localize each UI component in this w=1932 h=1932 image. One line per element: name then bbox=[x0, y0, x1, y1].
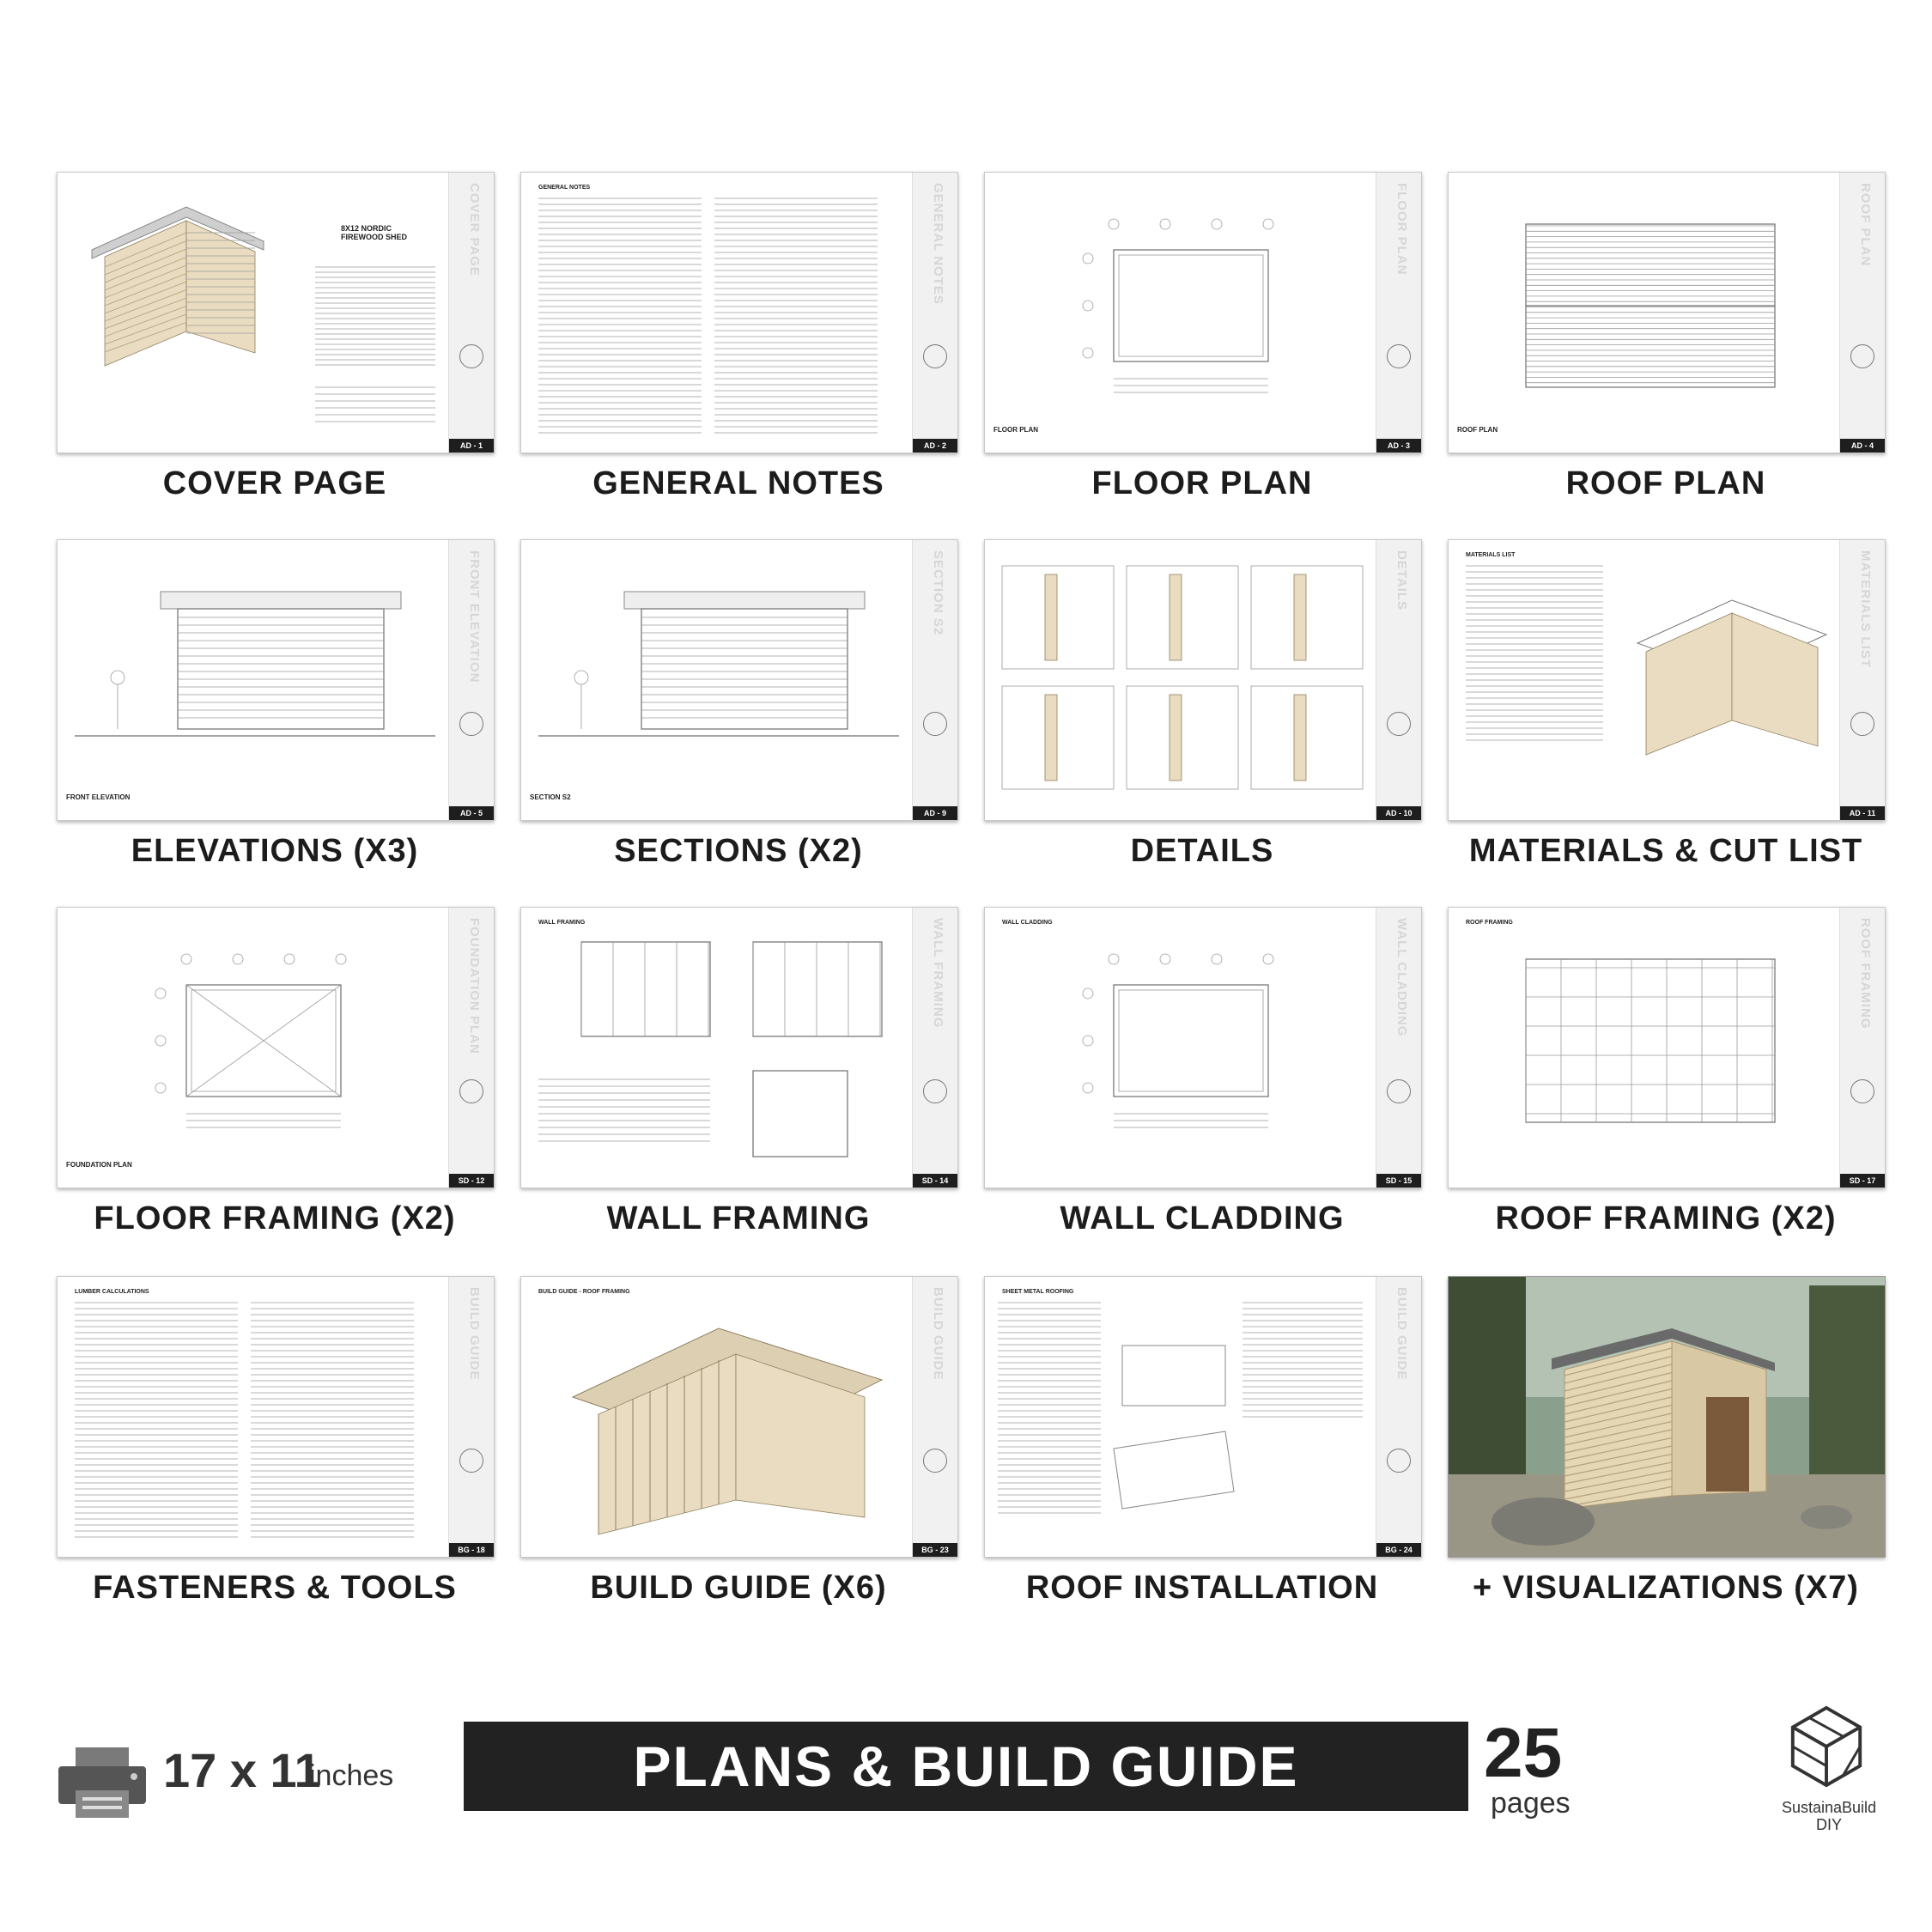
sheet-drawing bbox=[521, 540, 913, 820]
sheet-drawing-title: LUMBER CALCULATIONS bbox=[75, 1289, 149, 1295]
sheet-caption: DETAILS bbox=[1130, 833, 1274, 869]
sheet-number: AD - 5 bbox=[449, 806, 494, 820]
sheet-drawing bbox=[58, 908, 449, 1188]
sheet-tile bbox=[520, 907, 958, 1237]
footer bbox=[0, 1696, 1932, 1859]
paper-size-value: 17 x 11 bbox=[163, 1743, 321, 1797]
title-block-strip bbox=[1839, 908, 1885, 1188]
sheet-strip-title: FRONT ELEVATION bbox=[467, 550, 482, 683]
sheet-drawing bbox=[521, 1277, 913, 1557]
paper-size-unit: inches bbox=[309, 1759, 394, 1792]
sheet-tile bbox=[520, 539, 958, 870]
title-block-strip bbox=[1839, 173, 1885, 453]
title-block-strip bbox=[912, 173, 957, 453]
sheet-tile bbox=[1448, 907, 1886, 1237]
sheet-drawing-title: BUILD GUIDE - ROOF FRAMING bbox=[538, 1289, 630, 1295]
sheet-drawing bbox=[58, 1277, 449, 1557]
brand-logo-icon bbox=[459, 1449, 483, 1473]
title-block-strip bbox=[912, 1277, 957, 1557]
sheet-strip-title: GENERAL NOTES bbox=[931, 183, 945, 305]
page-count: 25 bbox=[1484, 1714, 1563, 1792]
sheet-caption: FASTENERS & TOOLS bbox=[93, 1570, 457, 1606]
sheet-strip-title: MATERIALS LIST bbox=[1858, 550, 1873, 669]
sheet-number: SD - 12 bbox=[449, 1174, 494, 1188]
page-count-label: pages bbox=[1491, 1787, 1571, 1820]
sheet-tile bbox=[57, 907, 495, 1237]
sheet-strip-title: WALL CLADDING bbox=[1394, 918, 1409, 1037]
title-block-strip bbox=[1839, 540, 1885, 820]
sheet-number: AD - 10 bbox=[1376, 806, 1421, 820]
sheet-caption: COVER PAGE bbox=[162, 465, 387, 501]
sheet-drawing bbox=[985, 540, 1376, 820]
sheet-caption: ELEVATIONS (X3) bbox=[131, 833, 419, 869]
sheet-strip-title: ROOF FRAMING bbox=[1858, 918, 1873, 1030]
sheet-drawing-title: FOUNDATION PLAN bbox=[66, 1161, 132, 1169]
sheet-strip-title: DETAILS bbox=[1394, 550, 1409, 611]
sheet-drawing bbox=[58, 540, 449, 820]
title-block-strip bbox=[912, 540, 957, 820]
title-block-strip bbox=[1376, 1277, 1421, 1557]
title-block-strip bbox=[1376, 908, 1421, 1188]
sheet-number: BG - 18 bbox=[449, 1543, 494, 1557]
visualization-thumbnail bbox=[1448, 1276, 1886, 1558]
brand-logo-icon bbox=[923, 1449, 947, 1473]
sheet-caption: ROOF INSTALLATION bbox=[1025, 1570, 1379, 1606]
sheet-caption: FLOOR PLAN bbox=[1091, 465, 1313, 501]
sheet-caption: BUILD GUIDE (X6) bbox=[590, 1570, 887, 1606]
sheet-number: BG - 23 bbox=[913, 1543, 957, 1557]
sheet-tile bbox=[984, 1276, 1422, 1607]
sheet-thumbnail bbox=[57, 539, 495, 821]
sheet-number: SD - 17 bbox=[1840, 1174, 1885, 1188]
sheet-caption: SECTIONS (X2) bbox=[614, 833, 863, 869]
sheet-drawing bbox=[58, 173, 449, 453]
sheet-tile bbox=[1448, 172, 1886, 502]
sheet-drawing bbox=[1449, 1277, 1885, 1557]
sheet-drawing-title: GENERAL NOTES bbox=[538, 185, 591, 191]
brand-logo-icon bbox=[1387, 712, 1411, 736]
brand-logo-icon bbox=[923, 712, 947, 736]
sheet-drawing-title: ROOF FRAMING bbox=[1466, 920, 1513, 926]
sheet-thumbnail bbox=[520, 172, 958, 453]
sheet-drawing-title: WALL CLADDING bbox=[1002, 920, 1053, 926]
banner-title: PLANS & BUILD GUIDE bbox=[464, 1722, 1468, 1811]
title-block-strip bbox=[448, 908, 494, 1188]
title-block-strip bbox=[1376, 540, 1421, 820]
brand-logo-icon bbox=[1850, 712, 1874, 736]
sheet-tile bbox=[520, 172, 958, 502]
sheet-thumbnail bbox=[520, 1276, 958, 1558]
sheet-thumbnail bbox=[984, 1276, 1422, 1558]
sheet-strip-title: FLOOR PLAN bbox=[1394, 183, 1409, 276]
sheet-number: SD - 15 bbox=[1376, 1174, 1421, 1188]
sheet-thumbnail bbox=[984, 539, 1422, 821]
brand-logo-icon bbox=[1387, 1449, 1411, 1473]
sheet-drawing-title: SHEET METAL ROOFING bbox=[1002, 1289, 1074, 1295]
sheet-drawing-title: MATERIALS LIST bbox=[1466, 552, 1516, 558]
sheet-thumbnail bbox=[520, 907, 958, 1188]
sheet-tile bbox=[520, 1276, 958, 1607]
title-block-strip bbox=[448, 540, 494, 820]
sheet-drawing bbox=[521, 908, 913, 1188]
sheet-caption: MATERIALS & CUT LIST bbox=[1468, 833, 1863, 869]
sheet-caption: GENERAL NOTES bbox=[592, 465, 884, 501]
sheet-drawing-title: FRONT ELEVATION bbox=[66, 793, 131, 801]
sheet-tile bbox=[1448, 539, 1886, 870]
sheet-number: AD - 4 bbox=[1840, 439, 1885, 453]
sheet-thumbnail bbox=[1448, 539, 1886, 821]
title-block-strip bbox=[1376, 173, 1421, 453]
sheet-thumbnail bbox=[57, 907, 495, 1188]
sheet-tile bbox=[984, 539, 1422, 870]
sheet-tile bbox=[984, 907, 1422, 1237]
sheet-drawing bbox=[521, 173, 913, 453]
brand-logo-icon bbox=[1387, 344, 1411, 368]
sheet-strip-title: ROOF PLAN bbox=[1858, 183, 1873, 267]
sheet-tile bbox=[57, 539, 495, 870]
sheet-strip-title: COVER PAGE bbox=[467, 183, 482, 276]
sheet-drawing-title: SECTION S2 bbox=[530, 793, 571, 801]
sheet-drawing bbox=[985, 908, 1376, 1188]
sheet-caption: ROOF FRAMING (X2) bbox=[1495, 1200, 1837, 1236]
brand-logo-icon bbox=[459, 344, 483, 368]
title-block-strip bbox=[448, 173, 494, 453]
title-block-strip bbox=[448, 1277, 494, 1557]
sheet-thumbnail bbox=[57, 1276, 495, 1558]
sheet-thumbnail bbox=[1448, 172, 1886, 453]
sheet-strip-title: BUILD GUIDE bbox=[467, 1287, 482, 1381]
brand-logo-icon bbox=[923, 344, 947, 368]
sheet-strip-title: SECTION S2 bbox=[931, 550, 945, 636]
sheet-number: AD - 2 bbox=[913, 439, 957, 453]
sheet-drawing bbox=[1449, 173, 1840, 453]
brand-suffix: DIY bbox=[1815, 1816, 1842, 1833]
sheet-number: AD - 1 bbox=[449, 439, 494, 453]
sheet-strip-title: BUILD GUIDE bbox=[931, 1287, 945, 1381]
sheet-tile bbox=[57, 172, 495, 502]
sheet-drawing bbox=[1449, 908, 1840, 1188]
brand-logo-icon bbox=[1387, 1079, 1411, 1103]
sheet-tile bbox=[57, 1276, 495, 1607]
sheet-drawing-title: FLOOR PLAN bbox=[993, 426, 1038, 434]
sheet-tile bbox=[1448, 1276, 1886, 1607]
sheet-thumbnail bbox=[57, 172, 495, 453]
sheet-thumbnail bbox=[1448, 907, 1886, 1188]
sheet-drawing bbox=[1449, 540, 1840, 820]
brand-logo-icon bbox=[1850, 1079, 1874, 1103]
title-block-strip bbox=[912, 908, 957, 1188]
sheet-drawing bbox=[985, 1277, 1376, 1557]
sheet-drawing-title: ROOF PLAN bbox=[1457, 426, 1498, 434]
sheet-caption: FLOOR FRAMING (X2) bbox=[94, 1200, 456, 1236]
brand-name: SustainaBuild bbox=[1781, 1799, 1877, 1816]
hexagon-cube-logo-icon bbox=[1784, 1704, 1868, 1789]
sheet-strip-title: WALL FRAMING bbox=[931, 918, 945, 1029]
sheet-strip-title: BUILD GUIDE bbox=[1394, 1287, 1409, 1381]
sheet-caption: + VISUALIZATIONS (X7) bbox=[1473, 1570, 1859, 1606]
brand-logo-icon bbox=[459, 712, 483, 736]
sheet-number: SD - 14 bbox=[913, 1174, 957, 1188]
brand-logo-icon bbox=[459, 1079, 483, 1103]
sheet-drawing bbox=[985, 173, 1376, 453]
sheet-number: BG - 24 bbox=[1376, 1543, 1421, 1557]
sheet-number: AD - 9 bbox=[913, 806, 957, 820]
sheet-caption: ROOF PLAN bbox=[1565, 465, 1766, 501]
sheet-tile bbox=[984, 172, 1422, 502]
sheet-number: AD - 3 bbox=[1376, 439, 1421, 453]
sheet-caption: WALL CLADDING bbox=[1060, 1200, 1345, 1236]
brand-logo-icon bbox=[923, 1079, 947, 1103]
printer-icon bbox=[57, 1744, 148, 1821]
sheet-thumbnail bbox=[984, 172, 1422, 453]
sheet-number: AD - 11 bbox=[1840, 806, 1885, 820]
sheet-thumbnail bbox=[520, 539, 958, 821]
sheet-drawing-title: 8X12 NORDIC FIREWOOD SHED bbox=[341, 224, 408, 241]
sheet-thumbnail bbox=[984, 907, 1422, 1188]
sheet-drawing-title: WALL FRAMING bbox=[538, 920, 586, 926]
sheet-strip-title: FOUNDATION PLAN bbox=[467, 918, 482, 1054]
brand-logo-icon bbox=[1850, 344, 1874, 368]
sheet-caption: WALL FRAMING bbox=[606, 1200, 871, 1236]
